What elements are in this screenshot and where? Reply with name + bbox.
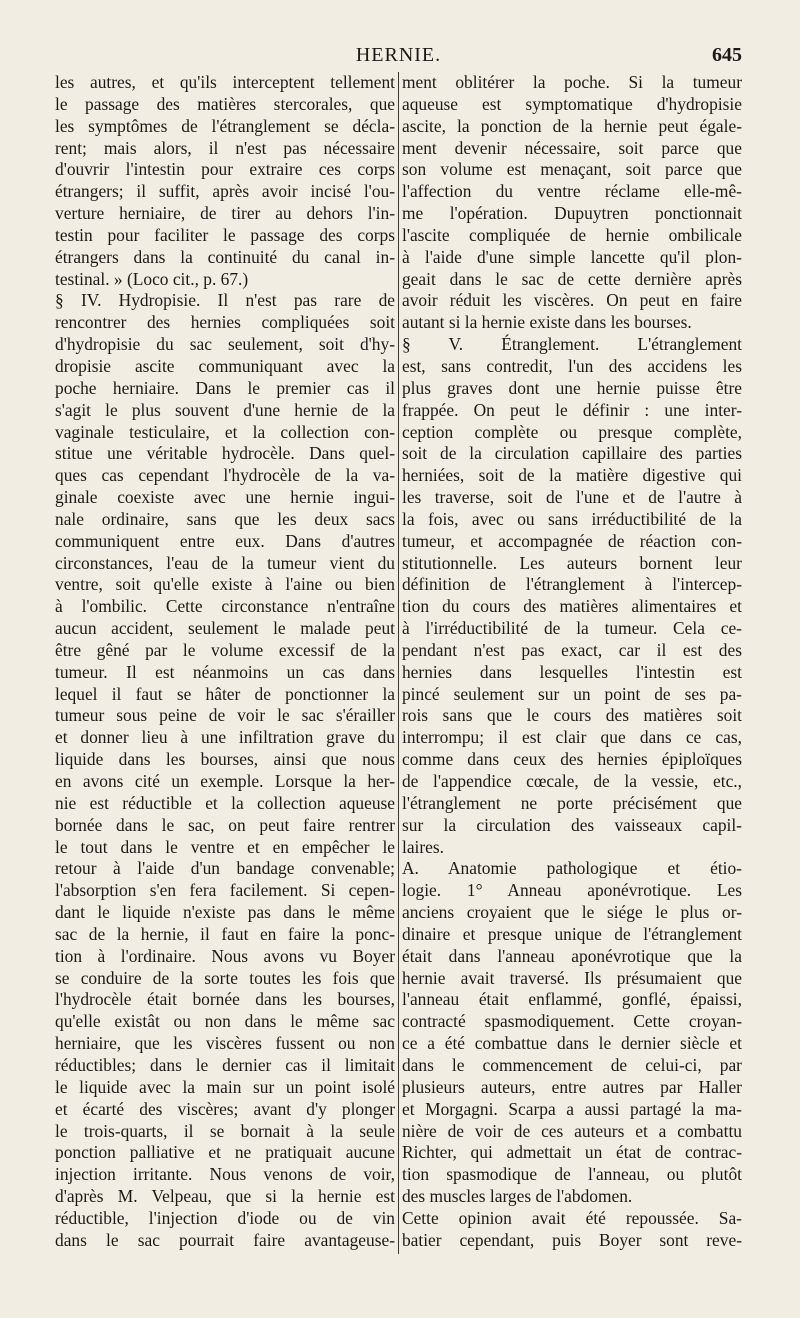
text-line: définition de l'étranglement à l'intercep- — [401, 574, 742, 595]
text-line: lequel il faut se hâter de ponctionner la — [55, 683, 395, 704]
text-line: laires. — [401, 836, 444, 857]
text-line: à l'aide d'une simple lancette qu'il plon- — [401, 246, 742, 267]
text-line: herniées, soit de la matière digestive qui — [401, 465, 742, 486]
text-line: tion du cours des matières alimentaires et — [401, 596, 742, 617]
text-line: frappée. On peut le définir : une inter- — [401, 399, 742, 420]
text-line: s'agit le plus souvent d'une hernie de la — [55, 399, 395, 420]
text-line: contracté spasmodiquement. Cette croyan- — [401, 1011, 742, 1032]
text-line: verture herniaire, de tirer au dehors l'in- — [55, 203, 395, 224]
text-line: injection irritante. Nous venons de voir, — [55, 1164, 395, 1185]
text-line: réductible, l'injection d'iode ou de vin — [55, 1207, 395, 1228]
text-line: testinal. » (Loco cit., p. 67.) — [55, 268, 249, 289]
text-line: logie. 1° Anneau aponévrotique. Les — [401, 880, 742, 901]
text-line: sur la circulation des vaisseaux capil- — [401, 814, 742, 835]
text-line: communiquent entre eux. Dans d'autres — [55, 530, 395, 551]
text-line: étrangers; il suffit, après avoir incisé l'ou- — [55, 181, 395, 202]
text-line: anciens croyaient que le siége le plus or- — [401, 902, 742, 923]
text-line: dans le sac pourrait faire avantageuse- — [55, 1229, 395, 1250]
text-line: tumeur, et accompagnée de réaction con- — [401, 530, 742, 551]
text-line: liquide dans les bourses, ainsi que nous — [55, 749, 395, 770]
text-line: le trois-quarts, il se bornait à la seule — [55, 1120, 395, 1141]
text-line: son volume est menaçant, soit parce que — [401, 159, 742, 180]
text-line: vaginale testiculaire, et la collection con- — [55, 421, 395, 442]
column-rule — [398, 72, 399, 1254]
text-line: ascite, la ponction de la hernie peut égale- — [401, 115, 742, 136]
text-line: tumeur. Il est néanmoins un cas dans — [55, 661, 395, 682]
text-line: pendant n'est pas exact, car il est des — [401, 639, 742, 660]
text-line: hernies dans lesquelles l'intestin est — [401, 661, 742, 682]
text-line: rent; mais alors, il n'est pas nécessaire — [55, 137, 395, 158]
right-column — [402, 72, 742, 1254]
text-line: Richter, qui admettait un état de contrac- — [401, 1142, 742, 1163]
text-line: Cette opinion avait été repoussée. Sa- — [401, 1207, 742, 1228]
text-line: tion à l'ordinaire. Nous avons vu Boyer — [55, 945, 395, 966]
text-line: A. Anatomie pathologique et étio- — [401, 858, 742, 879]
text-line: l'affection du ventre réclame elle-mê- — [401, 181, 742, 202]
text-line: nie est réductible et la collection aqueuse — [55, 792, 395, 813]
text-line: étrangers dans la continuité du canal in- — [55, 246, 395, 267]
text-line: plus graves dont une hernie puisse être — [401, 377, 742, 398]
text-line: stitutionnelle. Les auteurs bornent leur — [401, 552, 742, 573]
text-line: ception complète ou presque complète, — [401, 421, 742, 442]
text-line: comme dans ceux des hernies épiploïques — [401, 749, 742, 770]
text-line: retour à l'aide d'un bandage convenable; — [55, 858, 395, 879]
text-line: nière de voir de ces auteurs et a combattu — [401, 1120, 742, 1141]
text-line: ginale coexiste avec une hernie ingui- — [55, 487, 395, 508]
text-line: § V. Étranglement. L'étranglement — [401, 334, 742, 355]
text-line: et Morgagni. Scarpa a aussi partagé la ma- — [401, 1098, 742, 1119]
text-line: aucun accident, seulement le malade peut — [55, 618, 395, 639]
text-line: se conduire de la sorte toutes les fois que — [55, 967, 395, 988]
text-line: stitue une véritable hydrocèle. Dans quel- — [55, 443, 395, 464]
text-line: ment oblitérer la poche. Si la tumeur — [401, 72, 742, 92]
text-line: était dans l'anneau aponévrotique que la — [401, 945, 742, 966]
text-line: l'absorption s'en fera facilement. Si cepen- — [55, 880, 395, 901]
text-columns — [55, 72, 742, 1254]
text-line: plusieurs auteurs, entre autres par Haller — [401, 1076, 742, 1097]
text-line: ce a été combattue dans le dernier siècle et — [401, 1033, 742, 1054]
text-line: être gêné par le volume excessif de la — [55, 639, 395, 660]
text-line: le liquide avec la main sur un point isolé — [55, 1076, 395, 1097]
text-line: les traverse, soit de l'une et de l'autre à — [401, 487, 742, 508]
text-line: bornée dans le sac, on peut faire rentrer — [55, 814, 395, 835]
text-line: rencontrer des hernies compliquées soit — [55, 312, 395, 333]
text-line: poche herniaire. Dans le premier cas il — [55, 377, 395, 398]
text-line: ponction palliative et ne pratiquait aucune — [55, 1142, 395, 1163]
text-line: réductibles; dans le dernier cas il limitait — [55, 1054, 395, 1075]
text-line: rois sans que le cours des matières soit — [401, 705, 742, 726]
text-line: des muscles larges de l'abdomen. — [401, 1186, 633, 1207]
text-line: et donner lieu à une infiltration grave du — [55, 727, 395, 748]
text-line: sac de la hernie, il faut en faire la ponc- — [55, 923, 395, 944]
page-number: 645 — [712, 44, 742, 66]
text-line: à l'irréductibilité de la tumeur. Cela ce- — [401, 618, 742, 639]
text-line: autant si la hernie existe dans les bourses. — [401, 312, 692, 333]
text-line: tion spasmodique de l'anneau, ou plutôt — [401, 1164, 742, 1185]
text-line: me l'opération. Dupuytren ponctionnait — [401, 203, 742, 224]
text-line: l'ascite compliquée de hernie ombilicale — [401, 224, 742, 245]
text-line: ques cas cependant l'hydrocèle de la va- — [55, 465, 395, 486]
text-line: interrompu; il est clair que dans ce cas, — [401, 727, 742, 748]
text-line: qu'elle existât ou non dans le même sac — [55, 1011, 395, 1032]
text-line: d'hydropisie du sac seulement, soit d'hy- — [55, 334, 395, 355]
text-line: soit de la circulation capillaire des parties — [401, 443, 742, 464]
text-line: herniaire, que les viscères fussent ou non — [55, 1033, 395, 1054]
text-line: est, sans contredit, l'un des accidens les — [401, 355, 742, 376]
running-head — [55, 44, 742, 70]
text-line: tumeur sous peine de voir le sac s'érailler — [55, 705, 395, 726]
text-line: aqueuse est symptomatique d'hydropisie — [401, 93, 742, 114]
running-title: HERNIE. — [355, 44, 442, 66]
text-line: nale ordinaire, sans que les deux sacs — [55, 508, 395, 529]
text-line: en avons cité un exemple. Lorsque la her- — [55, 771, 395, 791]
left-column — [55, 72, 395, 1254]
text-line: la fois, avec ou sans irréductibilité de la — [401, 508, 742, 529]
text-line: les autres, et qu'ils interceptent tellement — [55, 72, 395, 92]
text-line: batier cependant, puis Boyer sont reve- — [401, 1229, 742, 1250]
text-line: testin pour faciliter le passage des corps — [55, 224, 395, 245]
text-line: les symptômes de l'étranglement se décla- — [55, 115, 395, 136]
text-line: le tout dans le ventre et en empêcher le — [55, 836, 395, 857]
text-line: § IV. Hydropisie. Il n'est pas rare de — [55, 290, 395, 311]
text-line: le passage des matières stercorales, que — [55, 93, 395, 114]
text-line: à l'ombilic. Cette circonstance n'entraîne — [55, 596, 395, 617]
text-line: dropisie ascite communiquant avec la — [55, 355, 395, 376]
text-line: dant le liquide n'existe pas dans le même — [55, 902, 395, 923]
text-line: dinaire et presque unique de l'étranglement — [401, 923, 742, 944]
text-line: dans le commencement de celui-ci, par — [401, 1054, 742, 1075]
text-line: hernie avait traversé. Ils présumaient que — [401, 967, 742, 988]
text-line: d'après M. Velpeau, que si la hernie est — [55, 1186, 395, 1207]
text-line: et écarté des viscères; avant d'y plonger — [55, 1098, 395, 1119]
text-line: l'hydrocèle était bornée dans les bourses, — [55, 989, 395, 1010]
text-line: ment devenir nécessaire, soit parce que — [401, 137, 742, 158]
text-line: l'étranglement ne porte précisément que — [401, 792, 742, 813]
text-line: circonstances, l'eau de la tumeur vient du — [55, 552, 395, 573]
text-line: avoir réduit les viscères. On peut en faire — [401, 290, 742, 311]
text-line: pincé seulement sur un point de ses pa- — [401, 683, 742, 704]
text-line: geait dans le sac de cette dernière après — [401, 268, 742, 289]
text-line: l'anneau était enflammé, gonflé, épaissi, — [401, 989, 742, 1010]
text-line: d'ouvrir l'intestin pour extraire ces corps — [55, 159, 395, 180]
text-line: de l'appendice cœcale, de la vessie, etc., — [401, 771, 742, 791]
text-line: ventre, soit qu'elle existe à l'aine ou bien — [55, 574, 395, 595]
